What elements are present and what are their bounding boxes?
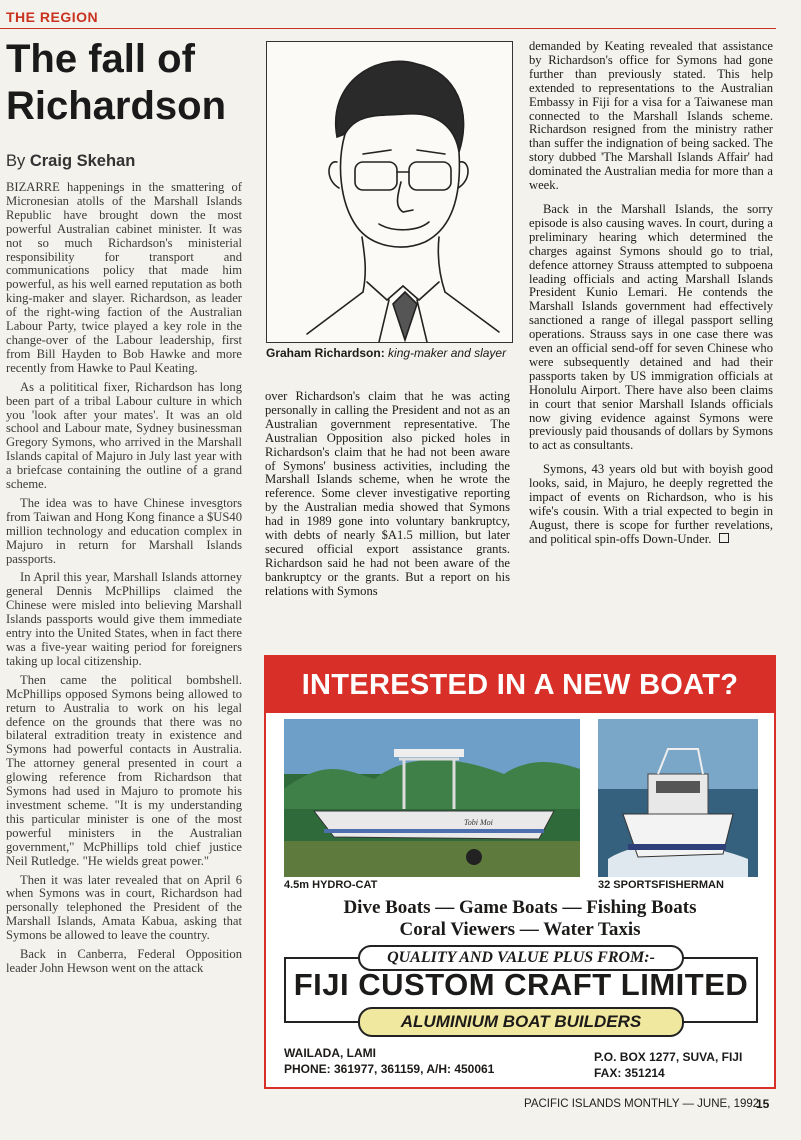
services-line-1: Dive Boats — Game Boats — Fishing Boats xyxy=(343,897,697,918)
caption-name: Graham Richardson: xyxy=(266,346,385,360)
article-column-2 xyxy=(265,390,510,604)
ad-banner: INTERESTED IN A NEW BOAT? xyxy=(266,657,774,713)
paragraph: Then came the political bombshell. McPhillips opposed Symons being allowed to return to Australia to work on his legal defence on the grounds that there was no bilateral extradition treaty in existence and Symons had powerful contacts in Australia. The attorney general presented in court a glowing reference from Richardson that Symons had used in Majuro to promote his investment scheme. "It is my understanding this particular minister is one of the most powerful ministers in the Australian government," McPhillips told chief justice Neil Rutledge. "He wields great power." xyxy=(6,672,242,868)
headline-line-1: The fall of xyxy=(6,37,195,81)
portrait-caption xyxy=(266,346,511,360)
byline-author: Craig Skehan xyxy=(29,152,136,170)
paragraph: over Richardson's claim that he was acting personally in calling the President and not as an Australian government representative. The Australian Opposition also picked holes in Richardson's claim that he had not been aware of Symons' business activities, including the Marshall Islands scheme, when he wrote the reference. Some clever investigative reporting by the Australian media showed that Symons had in 1989 gone into voluntary bankruptcy, with debts of nearly $A1.5 million, but later secured official export assistance grants. Richardson said he had not been aware of the bankruptcy or the grants. But a report on his relations with Symons xyxy=(265,389,510,598)
services-line-2: Coral Viewers — Water Taxis xyxy=(399,919,641,940)
headline-line-2: Richardson xyxy=(6,84,227,128)
address-location: WAILADA, LAMI xyxy=(284,1046,376,1060)
boat-photo-hydro-cat xyxy=(284,719,580,877)
boat-label-hydro-cat: 4.5m HYDRO-CAT xyxy=(284,879,378,891)
boat-photo-sportsfisherman xyxy=(598,719,758,877)
address-left xyxy=(284,1045,494,1077)
boat-label-sportsfisherman: 32 SPORTSFISHERMAN xyxy=(598,879,724,891)
caption-description: king-maker and slayer xyxy=(384,346,507,360)
page-number: 15 xyxy=(756,1097,770,1111)
article-column-3 xyxy=(529,40,773,547)
end-of-article-icon xyxy=(719,533,729,543)
byline-prefix: By xyxy=(6,152,30,170)
paragraph: BIZARRE happenings in the smattering of Micronesian atolls of the Marshall Islands Republic have brought down the most powerful Australian cabinet minister. It was not so much Richardson's ministerial responsibility for transport and communications policy that made him powerful, as his well earned reputation as both king-maker and slayer. Richardson, as leader of the right-wing faction of the Australian Labour Party, twice played a key role in the change-over of the Labour leadership, first from Bill Hayden to Bob Hawke and more recently from Hawke to Paul Keating. xyxy=(6,180,242,375)
paragraph: As a polititical fixer, Richardson has long been part of a tribal Labour culture in which you 'look after your mates'. It was an old school and Labour mate, Sydney businessman Gregory Symons, who arrived in the Marshall Islands capital of Majuro in July last year with a briefcase containing the outline of a grand scheme. xyxy=(6,379,242,492)
portrait-sketch xyxy=(267,42,512,342)
paragraph: Then it was later revealed that on April 6 when Symons was in court, Richardson had personally telephoned the President of the Marshall Islands, Amata Kabua, asking that Symons be allowed to leave the country. xyxy=(6,872,242,943)
paragraph: demanded by Keating revealed that assistance by Richardson's office for Symons had gone further than previously stated. This help extended to representations to the Australian Embassy in Fiji for a visa for a Taiwanese man connected to the Marshall Islands scheme. Richardson resigned from the ministry rather than suffer the indignation of being sacked. The story dubbed 'The Marshall Islands Affair' had dominated the Australian media for more than a week. xyxy=(529,39,773,193)
top-rule xyxy=(0,28,776,29)
portrait-illustration xyxy=(266,41,513,343)
byline xyxy=(6,152,135,171)
paragraph-text: Symons, 43 years old but with boyish good looks, said, in Majuro, he deeply regretted the impact of events on Richardson, who is his wife's cousin. With a trial expected to begin in August, there is scope for further revelations, and political spin-offs Down-Under. xyxy=(529,462,773,546)
advertisement xyxy=(264,655,776,1089)
publication-footer: PACIFIC ISLANDS MONTHLY — JUNE, 1992 xyxy=(524,1098,760,1110)
paragraph: Back in the Marshall Islands, the sorry episode is also causing waves. In court, during a preliminary hearing which determined the charges against Symons should go to trial, defence attorney Strauss attempted to subpoena leading officials and acting Marshall Islands President Kunio Lemari. He contends the Marshall Islands government had effectively sanctioned a range of illegal passport selling operations. Strauss says in one case there was even an official send-off for seven Chinese who were subsequently detained and had their passports taken by US immigration officials at Honolulu Airport. There have also been claims in court that senior Marshall Islands officials now giving evidence against Symons were previously paid thousands of dollars by Symons to act as consultants. xyxy=(529,201,773,453)
article-headline xyxy=(6,36,256,130)
phone-numbers: PHONE: 361977, 361159, A/H: 450061 xyxy=(284,1062,495,1076)
paragraph: Back in Canberra, Federal Opposition leader John Hewson went on the attack xyxy=(6,947,242,975)
address-right xyxy=(594,1049,742,1081)
hull-name: Tobi Moi xyxy=(464,818,493,827)
fax-number: FAX: 351214 xyxy=(594,1066,665,1080)
subtitle-pill: ALUMINIUM BOAT BUILDERS xyxy=(358,1007,684,1037)
section-tag: THE REGION xyxy=(6,9,99,25)
po-box: P.O. BOX 1277, SUVA, FIJI xyxy=(594,1050,743,1064)
company-name: FIJI CUSTOM CRAFT LIMITED xyxy=(293,967,749,1002)
article-column-1 xyxy=(6,181,242,981)
paragraph xyxy=(529,463,773,546)
tagline-pill: QUALITY AND VALUE PLUS FROM:- xyxy=(358,945,684,971)
paragraph: In April this year, Marshall Islands attorney general Dennis McPhillips claimed the Chinese were misled into believing Marshall Islands passports would give them immediate entry into the United States, when in fact there was a five-year waiting period for foreigners taking up local citizenship. xyxy=(6,570,242,668)
paragraph: The idea was to have Chinese invesgtors from Taiwan and Hong Kong finance a $US40 million technology and education complex in Majuro in return for Marshall Islands passports. xyxy=(6,495,242,566)
